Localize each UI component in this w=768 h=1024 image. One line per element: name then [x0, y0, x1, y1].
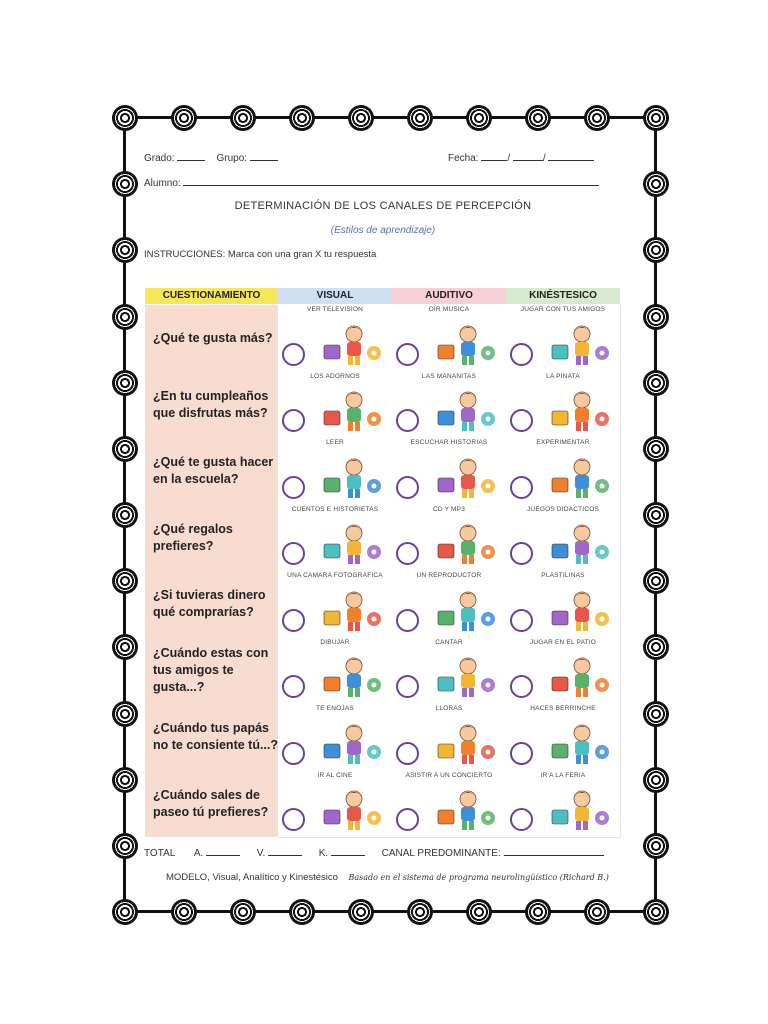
spiral-ornament [643, 833, 669, 859]
option-cell-visual [278, 638, 393, 706]
group-field[interactable] [250, 151, 278, 161]
v-label: V. [256, 848, 266, 859]
column-header-kinestesico: KINÉSTESICO [506, 288, 620, 304]
a-label: A. [193, 848, 204, 859]
answer-circle-visual[interactable] [282, 609, 305, 632]
answer-circle-auditivo[interactable] [396, 609, 419, 632]
option-cell-visual [278, 771, 393, 839]
canal-label: CANAL PREDOMINANTE: [381, 848, 501, 859]
option-cell-auditivo [392, 372, 507, 440]
question-cell [145, 638, 278, 706]
total-label: TOTAL [144, 848, 175, 859]
spiral-ornament [643, 502, 669, 528]
answer-circle-kinestesico[interactable] [510, 675, 533, 698]
answer-circle-kinestesico[interactable] [510, 808, 533, 831]
date-label: Fecha: [448, 153, 479, 164]
option-cell-auditivo [392, 771, 507, 839]
option-label: LAS MAÑANITAS [421, 372, 477, 380]
spiral-ornament [643, 568, 669, 594]
answer-circle-auditivo[interactable] [396, 476, 419, 499]
carousel-icon [548, 786, 612, 832]
option-label: LEER [326, 439, 344, 446]
page-title: DETERMINACIÓN DE LOS CANALES DE PERCEPCIÓN [234, 200, 532, 212]
group-label: Grupo: [216, 153, 248, 164]
option-cell-auditivo [392, 505, 507, 573]
column-header-auditivo: AUDITIVO [392, 288, 506, 304]
option-cell-auditivo [392, 305, 507, 373]
grade-field[interactable] [177, 151, 205, 161]
option-label: UN REPRODUCTOR [416, 572, 482, 579]
column-header-question: CUESTIONAMIENTO [145, 288, 278, 304]
singing-girl-icon [434, 387, 498, 433]
date-separator: / [507, 153, 511, 164]
option-label: CANTAR [435, 638, 463, 646]
column-header-visual: VISUAL [278, 288, 392, 304]
option-label: UNA CÁMARA FOTOGRÁFICA [287, 572, 383, 579]
answer-circle-kinestesico[interactable] [510, 476, 533, 499]
option-cell-kinestesico [506, 372, 621, 440]
option-cell-auditivo [392, 704, 507, 772]
k-label: K. [318, 848, 329, 859]
option-label: IR AL CINE [317, 771, 353, 779]
option-label: VER TELEVISIÓN [306, 306, 364, 313]
spiral-ornament [643, 634, 669, 660]
answer-circle-auditivo[interactable] [396, 742, 419, 765]
option-label: IR A LA FERIA [540, 771, 586, 779]
canal-field[interactable] [504, 846, 604, 856]
answer-circle-visual[interactable] [282, 675, 305, 698]
option-cell-visual [278, 372, 393, 440]
question-cell [145, 704, 278, 772]
option-label: EXPERIMENTAR [536, 439, 590, 446]
student-label: Alumno: [144, 178, 181, 189]
k-total-field[interactable] [331, 846, 365, 856]
question-cell [145, 505, 278, 573]
answer-circle-visual[interactable] [282, 742, 305, 765]
grade-group-row [144, 151, 278, 164]
question-cell [145, 305, 278, 373]
question-text: ¿Qué regalos prefieres? [153, 521, 233, 553]
date-separator: / [542, 153, 546, 164]
spiral-ornament [643, 304, 669, 330]
playdough-icon [548, 587, 612, 633]
answer-circle-visual[interactable] [282, 409, 305, 432]
answer-circle-kinestesico[interactable] [510, 542, 533, 565]
source-note: Basado en el sistema de programa neurolingüístico (Richard B.) [348, 873, 609, 882]
drawing-kids-icon [320, 653, 384, 699]
answer-circle-auditivo[interactable] [396, 808, 419, 831]
music-player-icon [434, 587, 498, 633]
answer-circle-auditivo[interactable] [396, 409, 419, 432]
option-cell-auditivo [392, 438, 507, 506]
playground-kids-icon [548, 653, 612, 699]
option-label: PLASTILINAS [541, 572, 585, 579]
answer-circle-visual[interactable] [282, 476, 305, 499]
worksheet [120, 118, 640, 908]
cinema-child-icon [320, 786, 384, 832]
option-cell-kinestesico [506, 571, 621, 639]
student-name-field[interactable] [183, 176, 599, 186]
pinata-icon [548, 387, 612, 433]
spiral-ornament [643, 237, 669, 263]
option-label: LLORAS [435, 705, 463, 712]
experiment-kids-icon [548, 454, 612, 500]
option-label: TE ENOJAS [316, 705, 354, 712]
date-year-field[interactable] [548, 151, 594, 161]
option-cell-kinestesico [506, 305, 621, 373]
border-line [125, 910, 656, 913]
spiral-ornament [643, 701, 669, 727]
option-label: LA PIÑATA [546, 372, 580, 380]
option-cell-kinestesico [506, 704, 621, 772]
question-text: ¿Cuándo sales de paseo tú prefieres? [153, 787, 269, 819]
camera-icon [320, 587, 384, 633]
option-cell-kinestesico [506, 505, 621, 573]
a-total-field[interactable] [206, 846, 240, 856]
option-cell-visual [278, 505, 393, 573]
page-subtitle: (Estilos de aprendizaje) [330, 225, 436, 236]
option-label: ESCUCHAR HISTORIAS [410, 439, 488, 446]
spiral-ornament [643, 767, 669, 793]
spiral-ornament [643, 436, 669, 462]
answer-circle-kinestesico[interactable] [510, 742, 533, 765]
option-label: DIBUJAR [320, 638, 350, 646]
crying-child-icon [434, 720, 498, 766]
spiral-ornament [643, 171, 669, 197]
answer-circle-kinestesico[interactable] [510, 409, 533, 432]
concert-kids-icon [434, 786, 498, 832]
option-cell-visual [278, 571, 393, 639]
cd-mp3-icon [434, 520, 498, 566]
angry-child-icon [320, 720, 384, 766]
grade-label: Grado: [144, 153, 175, 164]
question-cell [145, 438, 278, 506]
option-cell-auditivo [392, 571, 507, 639]
option-cell-auditivo [392, 638, 507, 706]
option-label: ASISTIR A UN CONCIERTO [405, 771, 493, 779]
date-day-field[interactable] [481, 151, 507, 161]
model-text: MODELO, Visual, Analítico y Kinestésico [166, 872, 338, 883]
question-text: ¿Qué te gusta hacer en la escuela? [153, 455, 274, 487]
student-row [144, 176, 599, 189]
answer-circle-visual[interactable] [282, 542, 305, 565]
toy-train-icon [548, 520, 612, 566]
spiral-ornament [643, 370, 669, 396]
question-cell [145, 771, 278, 839]
question-text: ¿Cuándo tus papás no te consiente tú...? [153, 721, 279, 753]
option-cell-kinestesico [506, 771, 621, 839]
question-text: ¿Cuándo estas con tus amigos te gusta...? [153, 646, 269, 695]
playing-friends-icon [548, 321, 612, 367]
option-label: LOS ADORNOS [310, 372, 360, 380]
answer-circle-visual[interactable] [282, 343, 305, 366]
option-label: JUGAR CON TUS AMIGOS [520, 306, 606, 313]
instructions: INSTRUCCIONES: Marca con una gran X tu respuesta [144, 249, 377, 260]
v-total-field[interactable] [268, 846, 302, 856]
answer-circle-visual[interactable] [282, 808, 305, 831]
tantrum-child-icon [548, 720, 612, 766]
option-label: OIR MÚSICA [428, 306, 470, 313]
option-label: CUENTOS E HISTORIETAS [291, 505, 379, 513]
date-row [448, 151, 594, 164]
bunting-decorations-icon [320, 387, 384, 433]
spiral-ornament [643, 105, 669, 131]
music-listening-child-icon [434, 321, 498, 367]
date-month-field[interactable] [513, 151, 543, 161]
question-text: ¿Qué te gusta más? [153, 330, 273, 345]
option-label: CD Y MP3 [432, 505, 466, 513]
answer-circle-auditivo[interactable] [396, 343, 419, 366]
question-text: ¿Si tuvieras dinero qué comprarías? [153, 588, 266, 620]
option-label: JUEGOS DIDÁCTICOS [526, 505, 600, 513]
option-cell-visual [278, 305, 393, 373]
option-label: JUGAR EN EL PATIO [529, 638, 597, 646]
answer-circle-auditivo[interactable] [396, 542, 419, 565]
answer-circle-kinestesico[interactable] [510, 343, 533, 366]
spiral-ornament [643, 899, 669, 925]
tv-watching-child-icon [320, 321, 384, 367]
story-listening-icon [434, 454, 498, 500]
singing-kids-icon [434, 653, 498, 699]
reading-children-icon [320, 454, 384, 500]
model-row [166, 872, 609, 883]
option-cell-visual [278, 704, 393, 772]
answer-circle-auditivo[interactable] [396, 675, 419, 698]
storybooks-icon [320, 520, 384, 566]
answer-circle-kinestesico[interactable] [510, 609, 533, 632]
option-label: HACES BERRINCHE [530, 705, 596, 712]
option-cell-visual [278, 438, 393, 506]
question-text: ¿En tu cumpleaños que disfrutas más? [153, 388, 269, 420]
question-cell [145, 372, 278, 440]
option-cell-kinestesico [506, 638, 621, 706]
question-cell [145, 571, 278, 639]
option-cell-kinestesico [506, 438, 621, 506]
totals-row [144, 846, 644, 859]
